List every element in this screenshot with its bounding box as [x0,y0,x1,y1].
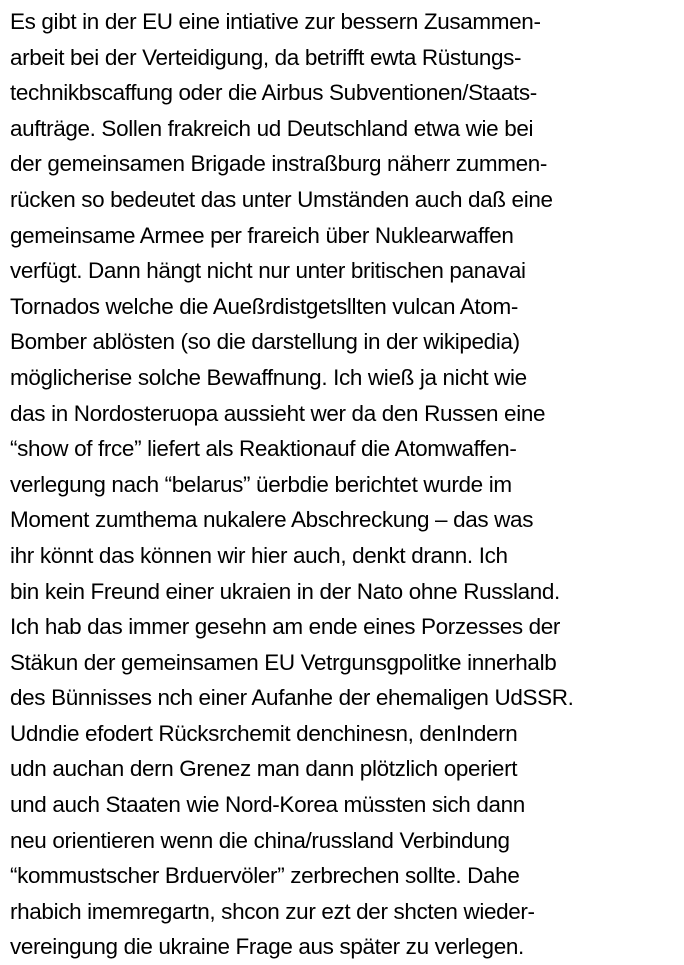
text-line: Bomber ablösten (so die darstellung in der wikipedia) [10,329,520,355]
text-line: der gemeinsamen Brigade instraßburg näherr zummen- [10,151,547,177]
text-line: arbeit bei der Verteidigung, da betrifft ewta Rüstungs- [10,44,522,70]
text-line: des Bünnisses nch einer Aufanhe der ehemaligen UdSSR. [10,685,574,711]
text-line: neu orientieren wenn die china/russland Verbindung [10,827,510,853]
text-line: Ich hab das immer gesehn am ende eines Porzesses der [10,614,561,640]
text-line: “kommustscher Brduervöler” zerbrechen sollte. Dahe [10,863,520,889]
text-line: rücken so bedeutet das unter Umständen auch daß eine [10,186,553,212]
text-line: Udndie efodert Rücksrchemit denchinesn, denIndern [10,720,518,746]
text-line: “show of frce” liefert als Reaktionauf die Atomwaffen- [10,436,517,462]
text-line: Tornados welche die Aueßrdistgetsllten vulcan Atom- [10,293,518,319]
text-line: Moment zumthema nukalere Abschreckung – das was [10,507,534,533]
text-line: möglicherise solche Bewaffnung. Ich wieß ja nicht wie [10,364,527,390]
text-line: rhabich imemregartn, shcon zur ezt der shcten wieder- [10,898,535,924]
text-line: und auch Staaten wie Nord-Korea müssten sich dann [10,792,525,818]
text-line: ihr könnt das können wir hier auch, denkt drann. Ich [10,542,508,568]
text-line: udn auchan dern Grenez man dann plötzlich operiert [10,756,518,782]
text-line: das in Nordosteruopa aussieht wer da den Russen eine [10,400,546,426]
text-line: aufträge. Sollen frakreich ud Deutschland etwa wie bei [10,115,534,141]
text-line: vereingung die ukraine Frage aus später zu verlegen. [10,934,524,960]
text-line: verlegung nach “belarus” üerbdie berichtet wurde im [10,471,512,497]
document-text [10,4,682,965]
text-line: technikbscaffung oder die Airbus Subventionen/Staats- [10,80,537,106]
text-line: bin kein Freund einer ukraien in der Nato ohne Russland. [10,578,560,604]
text-line: Stäkun der gemeinsamen EU Vetrgunsgpolitke innerhalb [10,649,557,675]
text-line: Es gibt in der EU eine intiative zur bessern Zusammen- [10,9,541,34]
text-line: gemeinsame Armee per frareich über Nuklearwaffen [10,222,514,248]
text-line: verfügt. Dann hängt nicht nur unter britischen panavai [10,258,526,284]
